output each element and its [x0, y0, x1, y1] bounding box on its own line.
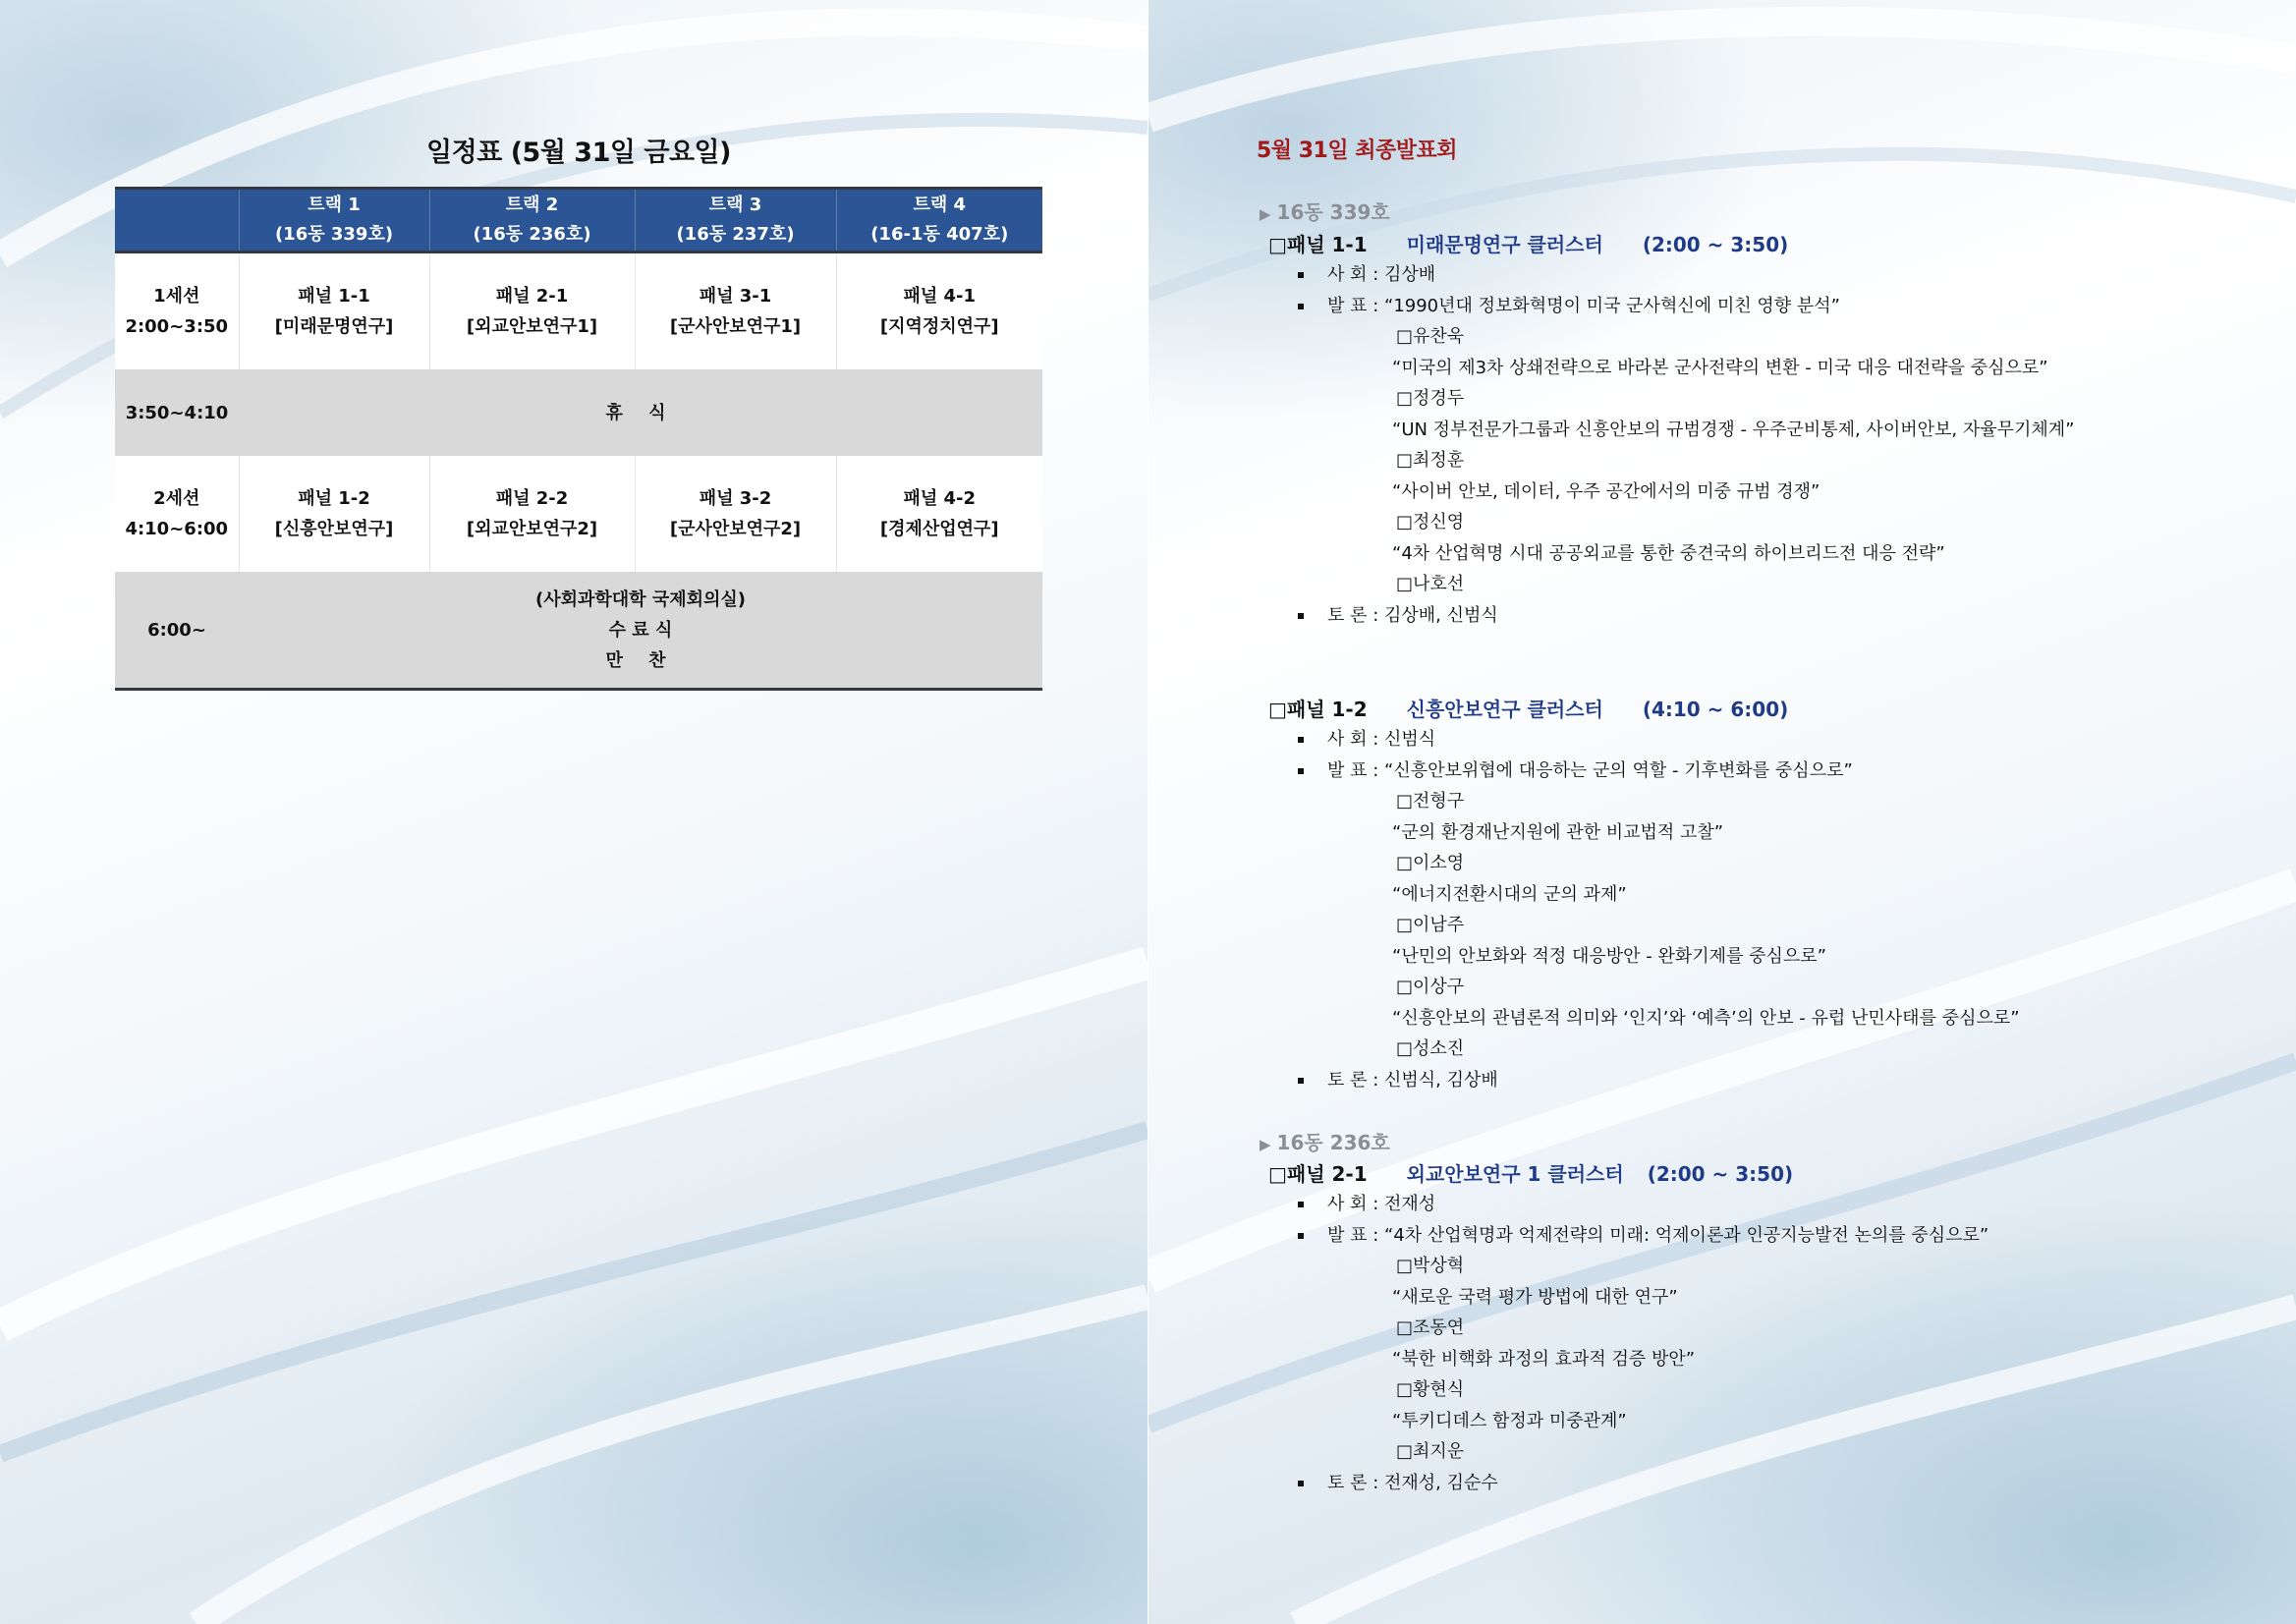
panel-1-2-line-3: “에너지전환시대의 군의 과제”	[1392, 884, 1627, 905]
table-row-session-1	[115, 252, 1042, 370]
schedule-title: 일정표 (5월 31일 금요일)	[426, 138, 731, 168]
triangle-icon: ▶	[1260, 205, 1271, 223]
break-time: 3:50~4:10	[115, 369, 239, 456]
session-2-track-1: 패널 1-2 [신흥안보연구]	[239, 456, 429, 572]
panel-1-1-line-6: □정신영	[1396, 512, 1465, 532]
panel-2-1-line-3: “북한 비핵화 과정의 효과적 검증 방안”	[1392, 1349, 1696, 1370]
panel-1-1-line-1: “미국의 제3차 상쇄전략으로 바라본 군사전략의 변환 - 미국 대응 대전략을 중심으로”	[1392, 358, 2048, 378]
room-label-339: ▶ 16동 339호	[1260, 200, 1390, 224]
panel-1-2-line-5: “난민의 안보화와 적정 대응방안 - 완화기제를 중심으로”	[1392, 946, 1827, 967]
header-track-1: 트랙 1 (16동 339호)	[239, 189, 429, 252]
table-row-break	[115, 369, 1042, 456]
panel-2-1-first-talk: 발 표 : “4차 산업혁명과 억제전략의 미래: 억제이론과 인공지능발전 논의를 중심으로”	[1298, 1221, 1988, 1247]
panel-1-1-line-8: □나호선	[1396, 574, 1465, 594]
panel-1-2-line-6: □이상구	[1396, 977, 1465, 997]
panel-1-1-first-talk: 발 표 : “1990년대 정보화혁명이 미국 군사혁신에 미친 영향 분석”	[1298, 292, 1840, 317]
session-1-track-3: 패널 3-1 [군사안보연구1]	[635, 252, 836, 370]
panel-1-2-chair: 사 회 : 신범식	[1298, 725, 1435, 751]
panel-1-2-line-7: “신흥안보의 관념론적 의미와 ‘인지’와 ‘예측’의 안보 - 유럽 난민사태를 중심으로”	[1392, 1008, 2020, 1029]
closing-events: (사회과학대학 국제회의실) 수 료 식 만 찬	[239, 572, 1042, 690]
panel-2-1-line-0: □박상혁	[1396, 1256, 1465, 1276]
panel-2-1-line-5: “투키디데스 함정과 미중관계”	[1392, 1411, 1627, 1431]
program-heading: 5월 31일 최종발표회	[1257, 139, 1458, 163]
header-cell-empty	[115, 189, 239, 252]
room-label-236: ▶ 16동 236호	[1260, 1131, 1390, 1154]
session-1-track-1: 패널 1-1 [미래문명연구]	[239, 252, 429, 370]
session-1-track-2: 패널 2-1 [외교안보연구1]	[429, 252, 635, 370]
program-content	[1148, 0, 2296, 1624]
panel-1-2-first-talk: 발 표 : “신흥안보위협에 대응하는 군의 역할 - 기후변화를 중심으로”	[1298, 756, 1853, 782]
program-page	[1148, 0, 2296, 1624]
table-header-row	[115, 189, 1042, 252]
header-track-4: 트랙 4 (16-1동 407호)	[836, 189, 1042, 252]
panel-2-1-heading: □패널 2-1 외교안보연구 1 클러스터 (2:00 ~ 3:50)	[1268, 1162, 1794, 1186]
session-1-label: 1세션 2:00~3:50	[115, 252, 239, 370]
schedule-table	[115, 187, 1042, 691]
panel-1-2-line-1: “군의 환경재난지원에 관한 비교법적 고찰”	[1392, 822, 1724, 843]
session-2-track-4: 패널 4-2 [경제산업연구]	[836, 456, 1042, 572]
panel-2-1-discussants: 토 론 : 전재성, 김순수	[1298, 1469, 1498, 1494]
triangle-icon: ▶	[1260, 1136, 1271, 1153]
panel-2-1-chair: 사 회 : 전재성	[1298, 1190, 1435, 1215]
panel-2-1-line-1: “새로운 국력 평가 방법에 대한 연구”	[1392, 1287, 1678, 1308]
table-row-closing	[115, 572, 1042, 690]
panel-2-1-line-4: □황현식	[1396, 1379, 1465, 1400]
panel-1-2-line-0: □전형구	[1396, 791, 1465, 812]
session-2-track-3: 패널 3-2 [군사안보연구2]	[635, 456, 836, 572]
header-track-3: 트랙 3 (16동 237호)	[635, 189, 836, 252]
panel-1-2-line-4: □이남주	[1396, 915, 1465, 935]
panel-2-1-line-2: □조동연	[1396, 1317, 1465, 1338]
panel-2-1-line-6: □최지운	[1396, 1441, 1465, 1462]
panel-1-1-line-4: □최정훈	[1396, 450, 1465, 471]
panel-1-1-discussants: 토 론 : 김상배, 신범식	[1298, 601, 1498, 627]
session-2-label: 2세션 4:10~6:00	[115, 456, 239, 572]
panel-1-1-heading: □패널 1-1 미래문명연구 클러스터 (2:00 ~ 3:50)	[1268, 233, 1789, 256]
header-track-2: 트랙 2 (16동 236호)	[429, 189, 635, 252]
panel-1-2-line-2: □이소영	[1396, 853, 1465, 873]
panel-1-1-chair: 사 회 : 김상배	[1298, 260, 1435, 286]
panel-1-2-heading: □패널 1-2 신흥안보연구 클러스터 (4:10 ~ 6:00)	[1268, 698, 1789, 721]
panel-1-1-line-3: “UN 정부전문가그룹과 신흥안보의 규범경쟁 - 우주군비통제, 사이버안보, 자율무기체계”	[1392, 420, 2075, 440]
panel-1-1-line-5: “사이버 안보, 데이터, 우주 공간에서의 미중 규범 경쟁”	[1392, 481, 1820, 502]
panel-1-1-line-2: □정경두	[1396, 388, 1465, 409]
panel-1-1-line-7: “4차 산업혁명 시대 공공외교를 통한 중견국의 하이브리드전 대응 전략”	[1392, 543, 1945, 564]
panel-1-2-line-8: □성소진	[1396, 1038, 1465, 1059]
break-label: 휴 식	[239, 369, 1042, 456]
panel-1-1-line-0: □유찬욱	[1396, 326, 1465, 347]
session-2-track-2: 패널 2-2 [외교안보연구2]	[429, 456, 635, 572]
panel-1-2-discussants: 토 론 : 신범식, 김상배	[1298, 1066, 1498, 1092]
session-1-track-4: 패널 4-1 [지역정치연구]	[836, 252, 1042, 370]
table-row-session-2	[115, 456, 1042, 572]
closing-time: 6:00~	[115, 572, 239, 690]
